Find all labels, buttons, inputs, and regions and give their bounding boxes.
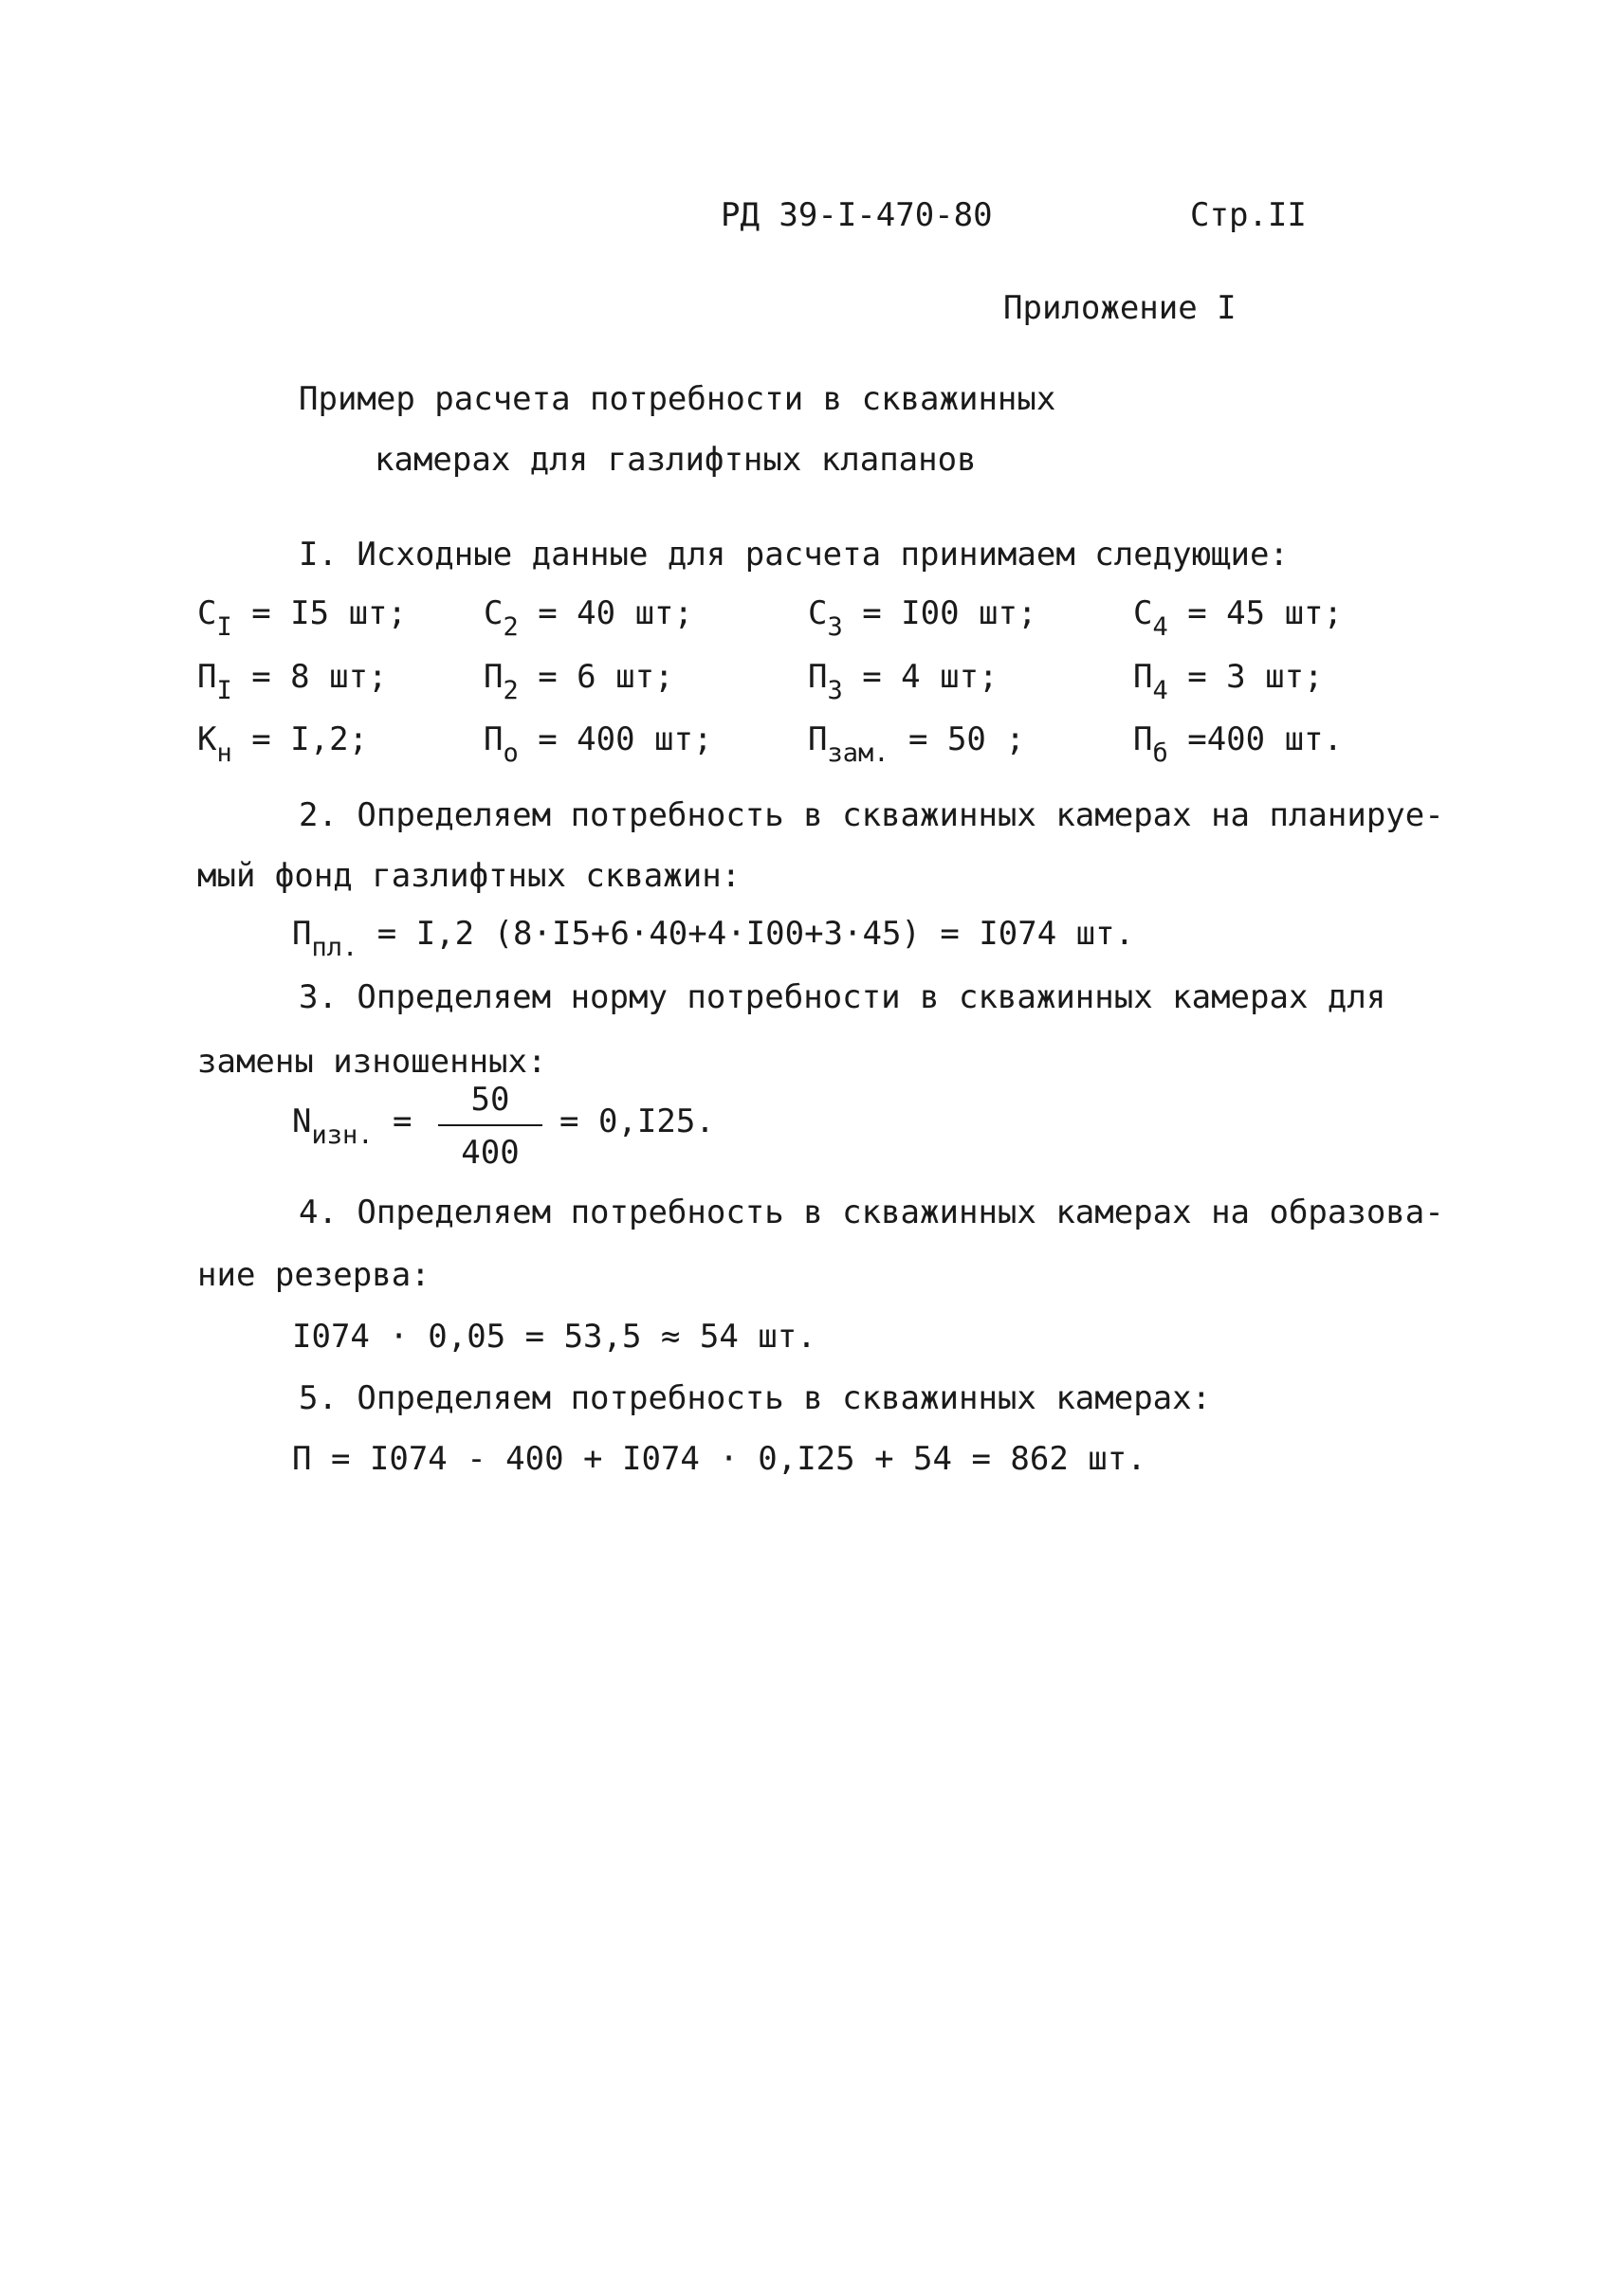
input-c2: $C_2 = 40$ шт; bbox=[484, 594, 693, 642]
section-2-line-1: 2. Определяем потребность в скважинных камерах на планируе- bbox=[299, 796, 1444, 834]
input-c1: $C_I = I5$ шт; bbox=[197, 594, 407, 642]
input-c4: $C_4 = 45$ шт; bbox=[1133, 594, 1343, 642]
formula-n-wear-result: = 0,I25. bbox=[559, 1102, 715, 1140]
formula-p-planned: $П_{пл.} = I,2$ (8·I5+6·40+4·I00+3·45) = I074 шт. bbox=[292, 915, 1135, 962]
input-kn: $К_н = I,2$; bbox=[197, 720, 369, 768]
input-p4: $П_4 = 3$ шт; bbox=[1133, 658, 1324, 705]
section-2-line-2: мый фонд газлифтных скважин: bbox=[197, 857, 742, 895]
input-pzam: $П_{зам.} = 50$ ; bbox=[808, 720, 1025, 768]
section-4-line-1: 4. Определяем потребность в скважинных камерах на образова- bbox=[299, 1194, 1444, 1231]
fraction-denominator: 400 bbox=[461, 1134, 520, 1172]
section-4-line-2: ние резерва: bbox=[197, 1256, 431, 1294]
formula-total: П = I074 - 400 + I074 · 0,I25 + 54 = 862 шт. bbox=[292, 1440, 1146, 1478]
page-number: Стр.II bbox=[1190, 196, 1307, 234]
fraction-bar bbox=[438, 1124, 542, 1126]
formula-reserve: I074 · 0,05 = 53,5 ≈ 54 шт. bbox=[292, 1318, 816, 1356]
fraction-numerator: 50 bbox=[470, 1081, 510, 1119]
input-p2: $П_2 = 6$ шт; bbox=[484, 658, 674, 705]
input-p0: $П_о = 400$ шт; bbox=[484, 720, 713, 768]
input-p1: $П_I = 8$ шт; bbox=[197, 658, 388, 705]
input-pb: $П_б =400$ шт. bbox=[1133, 720, 1343, 768]
title-line-2: камерах для газлифтных клапанов bbox=[375, 441, 977, 479]
appendix-label: Приложение I bbox=[1003, 289, 1237, 327]
document-code: РД 39-I-470-80 bbox=[721, 196, 993, 234]
section-5-line-1: 5. Определяем потребность в скважинных камерах: bbox=[299, 1379, 1212, 1417]
input-p3: $П_3 = 4$ шт; bbox=[808, 658, 999, 705]
section-1-intro: I. Исходные данные для расчета принимаем следующие: bbox=[299, 536, 1289, 574]
input-c3: $C_3 = I00$ шт; bbox=[808, 594, 1037, 642]
formula-n-wear-label: $N_{изн.}$ = bbox=[292, 1102, 412, 1150]
title-line-1: Пример расчета потребности в скважинных bbox=[299, 380, 1056, 418]
section-3-line-2: замены изношенных: bbox=[197, 1043, 547, 1081]
section-3-line-1: 3. Определяем норму потребности в скважинных камерах для bbox=[299, 978, 1386, 1016]
